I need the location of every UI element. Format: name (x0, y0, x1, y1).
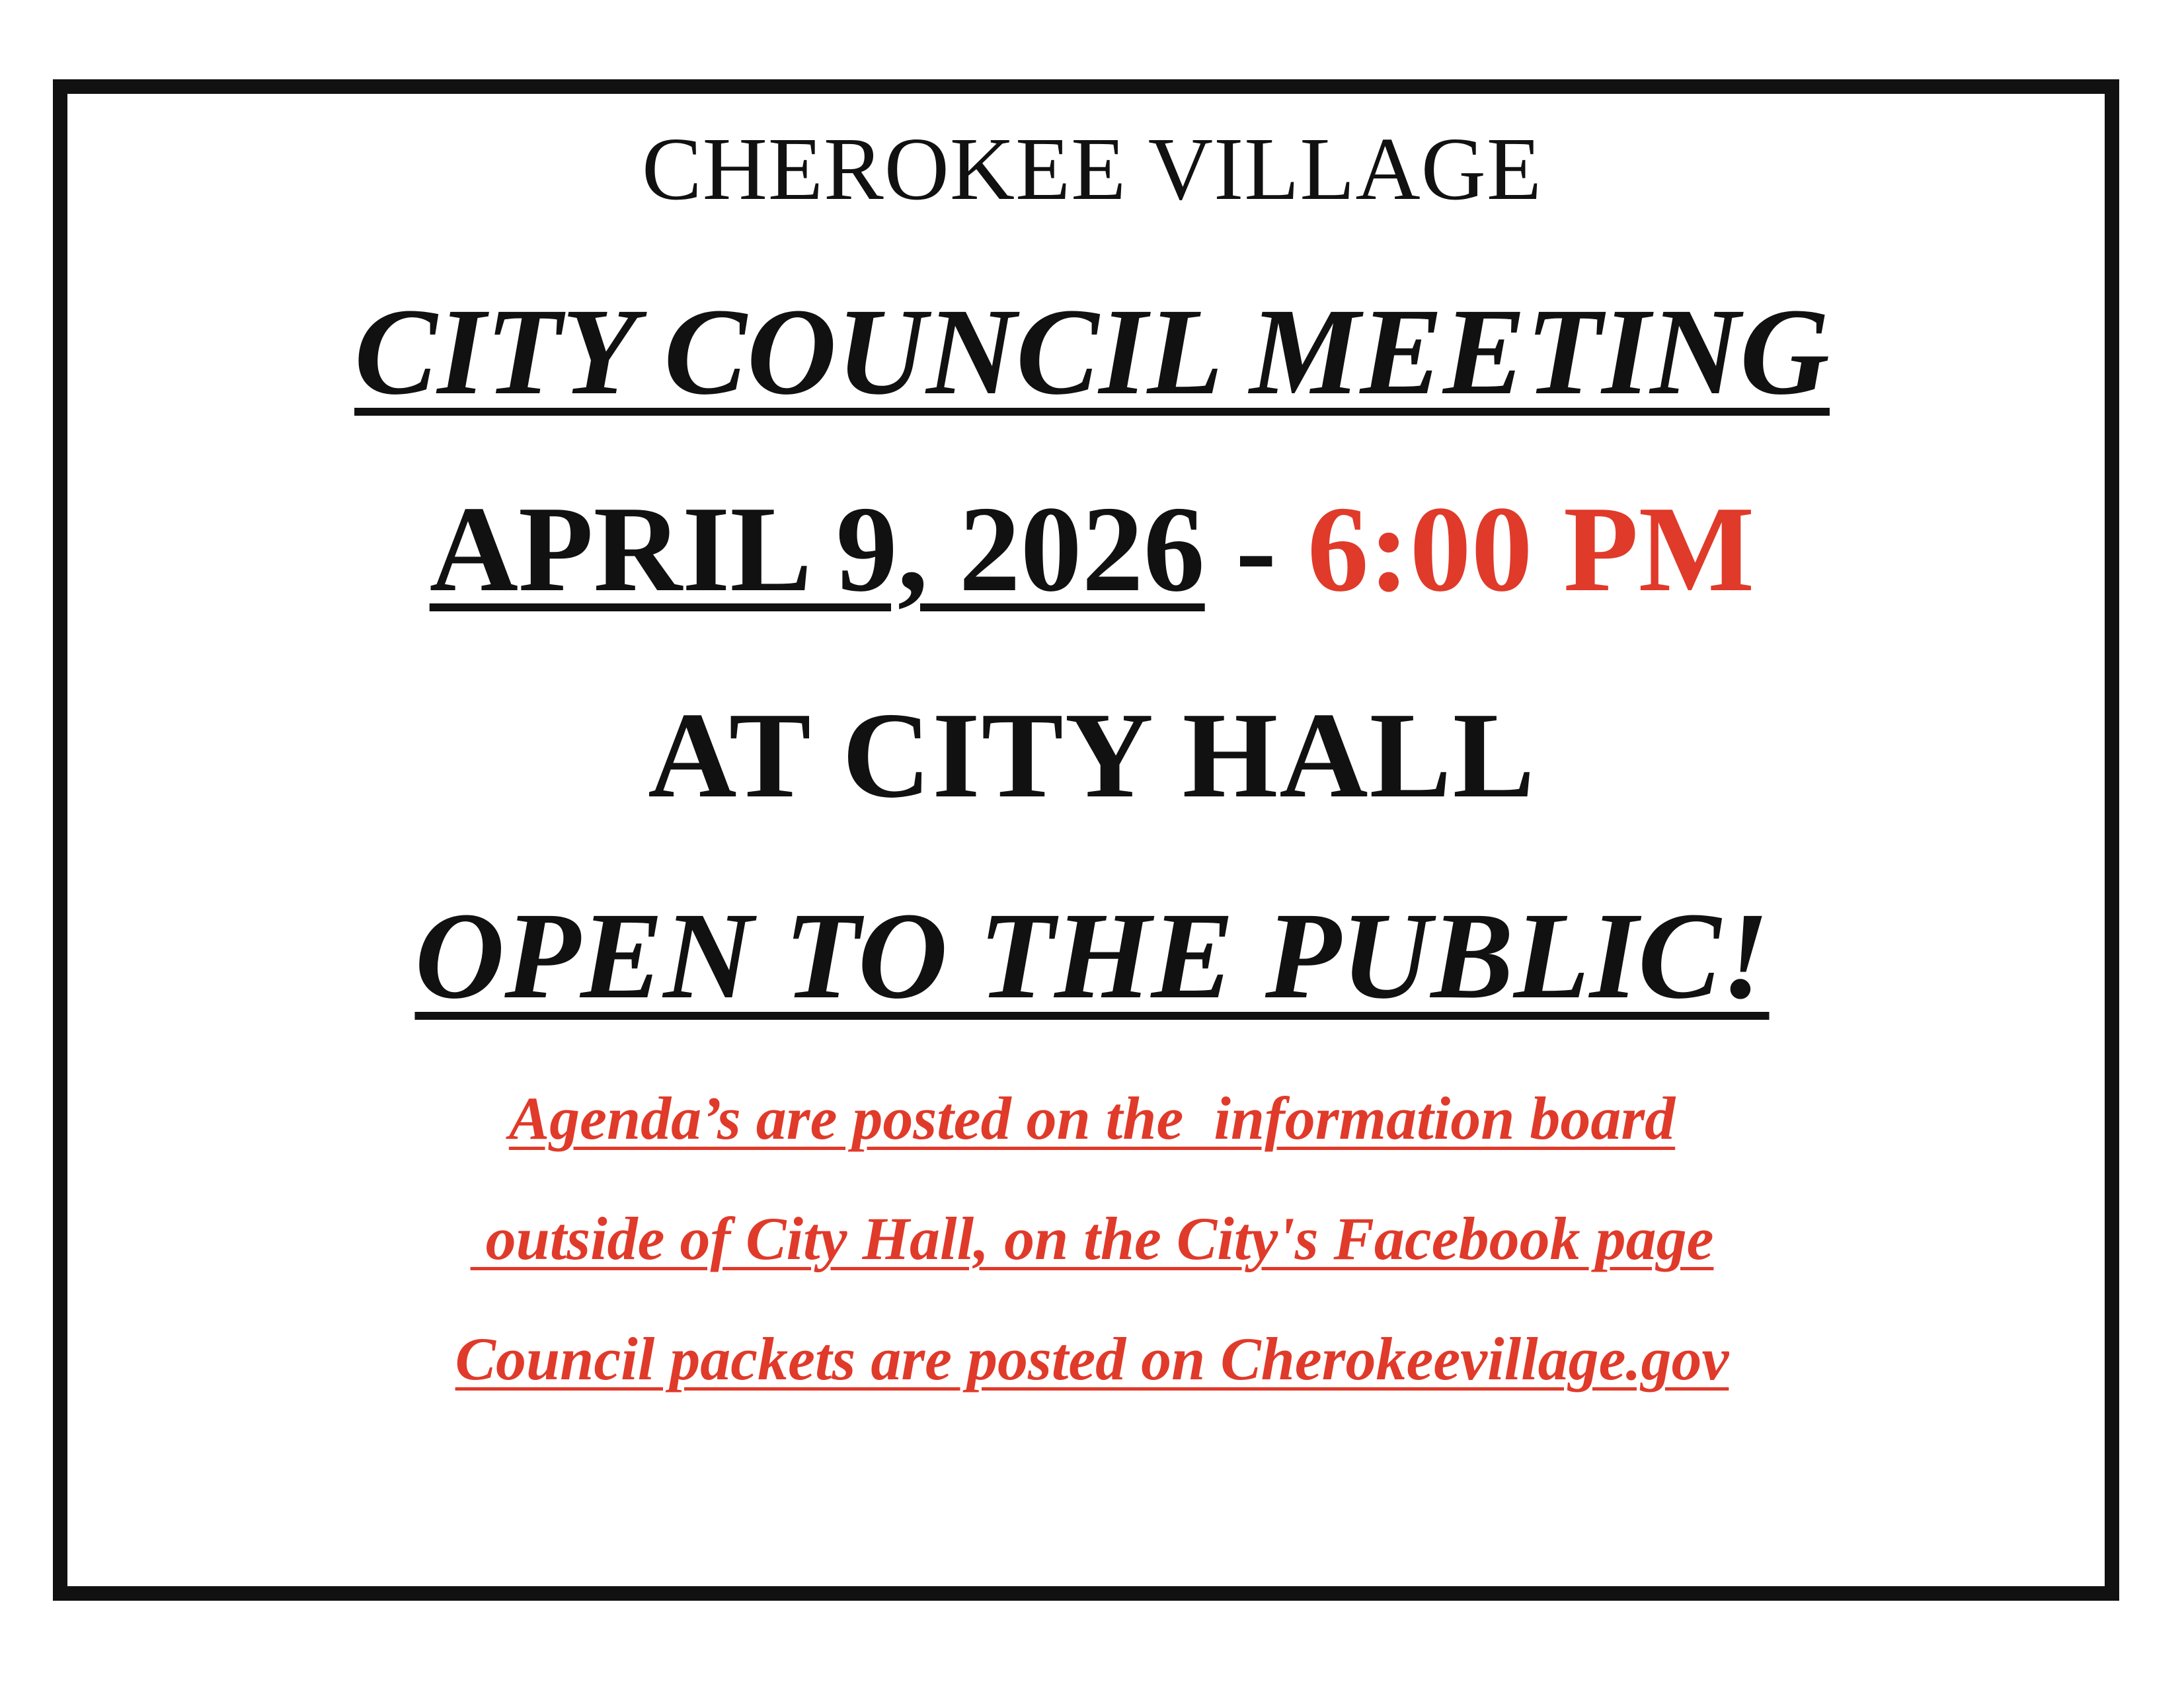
agenda-note-line-2 (0, 1205, 2184, 1272)
public-announcement-text: OPEN TO THE PUBLIC! (414, 886, 1770, 1024)
agenda-note-line-3 (0, 1325, 2184, 1393)
agenda-note-text-1: Agenda’s are posted on the information board (508, 1085, 1676, 1152)
agenda-note-text-2: outside of City Hall, on the City's Facebook page (470, 1205, 1714, 1272)
date-time-separator: - (1204, 481, 1307, 617)
meeting-date-time (0, 481, 2184, 617)
agenda-note-line-1 (0, 1085, 2184, 1152)
organization-name: CHEROKEE VILLAGE (642, 120, 1542, 219)
agenda-note-text-3: Council packets are posted on Cherokeevillage.gov (455, 1325, 1729, 1393)
meeting-title (0, 282, 2184, 420)
meeting-location: AT CITY HALL (648, 687, 1536, 823)
public-announcement (0, 886, 2184, 1024)
meeting-title-text: CITY COUNCIL MEETING (354, 282, 1830, 420)
meeting-time: 6:00 PM (1307, 481, 1755, 617)
meeting-date: APRIL 9, 2026 (429, 481, 1205, 617)
